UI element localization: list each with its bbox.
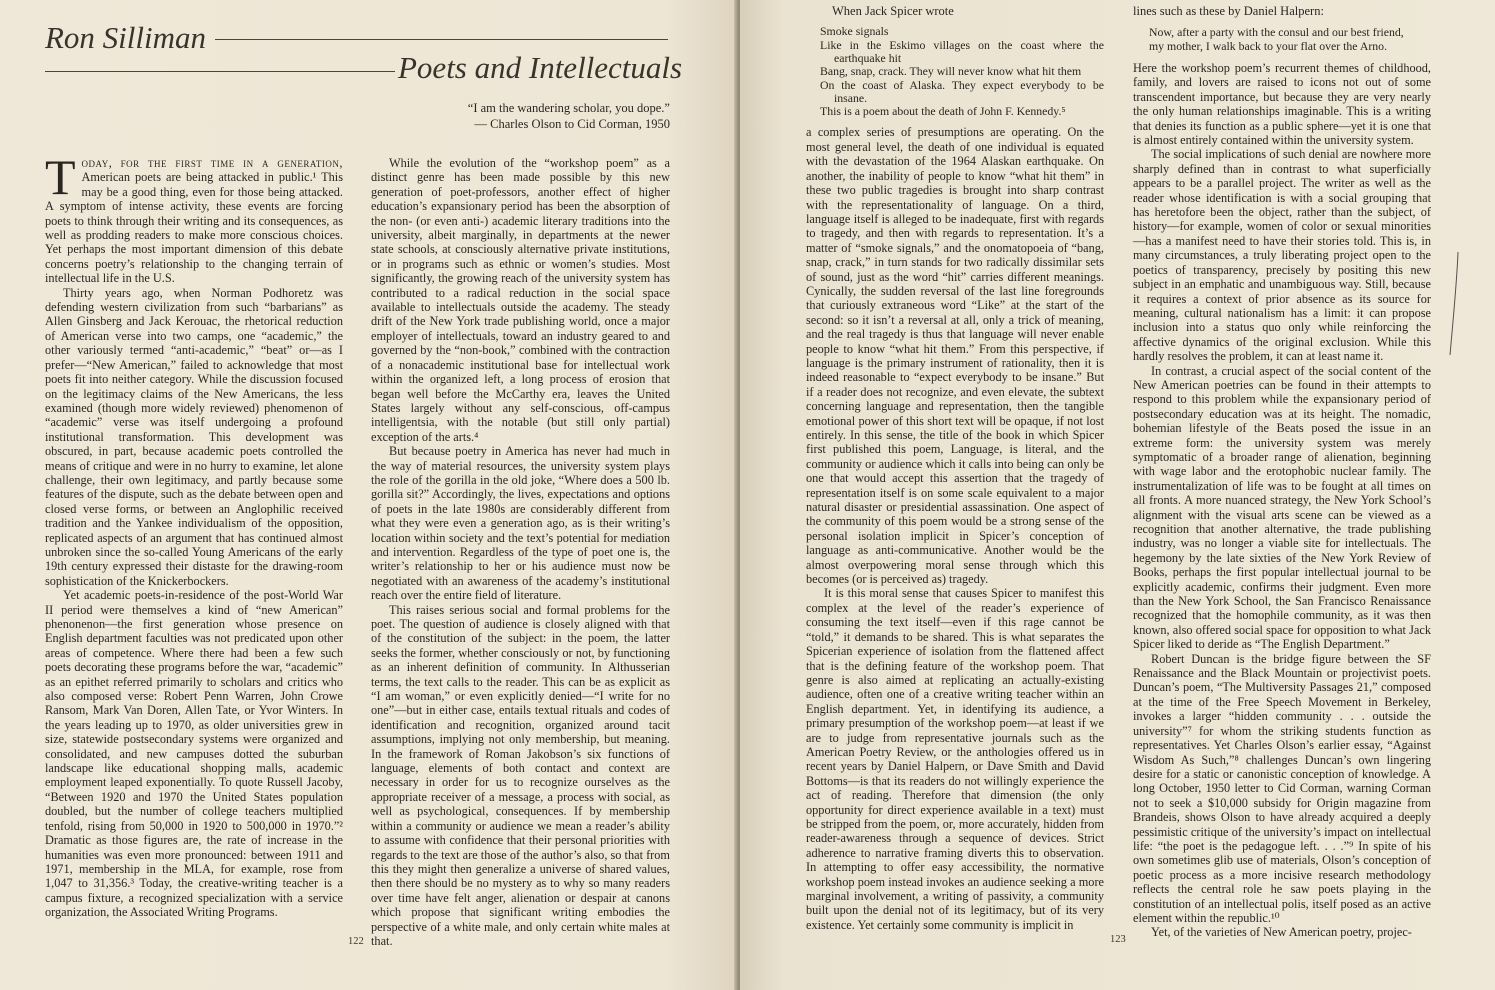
paragraph: While the evolution of the “workshop poem” as a distinct genre has been made possible by this new generation of poet-professors, another effect of higher education’s expansionary period has been the absorption of the non- (or even anti-) academic literary traditions into the university, albeit marginally, in departments at the newer state schools, at consciously alternative private institutions, or in programs such as ethnic or women’s studies. Most significantly, the growing reach of the university system has contributed to a radical reduction in the social space available to intellectuals outside the academy. The steady drift of the New York trade publishing world, once a major employer of intellectuals, toward an industry geared to and governed by the “non-book,” combined with the contraction of a nonacademic institutional base for intellectual work within the organized left, a long process of erosion that began well before the McCarthy era, leaves the United States largely without any self-conscious, off-campus intelligentsia, with the notable (but still only partial) exception of the arts.⁴ (371, 156, 670, 444)
paragraph: Robert Duncan is the bridge figure between the SF Renaissance and the Black Mountain or projectivist poets. Duncan’s poem, “The Multiversity Passages 21,” composed at the time of the Free Speech Movement in Berkeley, invokes a larger “hidden community . . . outside the university”⁷ for whom the striking students function as representatives. Yet Charles Olson’s earlier essay, “Against Wisdom As Such,”⁸ challenges Duncan’s own lingering desire for a static or canonistic conception of knowledge. A long October, 1950 letter to Cid Corman, warning Corman not to seek a $10,000 subsidy for Origin magazine from Brandeis, shows Olson to have already acquired a deeply pessimistic critique of the university’s impact on intellectual life: “the poet is the pedagogue left. . . .”⁹ In spite of his own sometimes glib use of materials, Olson’s conception of poetic process as a more incisive research methodology reflects the central role he saw poets playing in the constitution of an intellectual polis, itself posed as an active element within the republic.¹⁰ (1133, 651, 1431, 925)
page-number-left: 122 (348, 936, 364, 947)
paragraph: This raises serious social and formal problems for the poet. The question of audience is closely aligned with that of the constitution of the subject: in the poem, the latter seeks the former, whether consciously or not, by functioning as an inherent definition of community. In Althusserian terms, the text calls to the reader. This can be as explicit as “I am woman,” or even explicitly denied—“I write for no one”—but in either case, entails textual rituals and codes of identification and recognition, organized around tacit assumptions, implying not only membership, but meaning. In the framework of Roman Jakobson’s six functions of language, elements of both contact and context are necessary in order for us to recognize ourselves as the appropriate receiver of a message, a process with social, as well as psychological, consequences. If by membership within a community or audience we mean a reader’s ability to assume with confidence that their personal priorities with regards to the text are those of the author’s also, so that from this they might then generalize a universe of shared values, then there should be no mystery as to why so many readers over time have felt anger, alienation or despair at canons which propose that significant writing embodies the perspective of a white male, and only certain white males at that. (371, 602, 670, 948)
verse-intro: lines such as these by Daniel Halpern: (1133, 4, 1324, 18)
epigraph (430, 100, 670, 132)
paragraph: It is this moral sense that causes Spicer to manifest this complex at the level of the reader’s experience of consuming the text itself—even if this rage cannot be “told,” it demands to be shared. This is what separates the Spicerian experience of isolation from the flattened affect that is the defining feature of the workshop poem. That genre is also aimed at replicating an actually-existing audience, often one of a creative writing teacher within an English department. Yet, in identifying its audience, a primary presumption of the workshop poem—at least if we are to judge from representative journals such as the American Poetry Review, or the anthologies offered us in recent years by Daniel Halpern, or Dave Smith and David Bottoms—is that its readers do not willingly experience the act of reading. Therefore that dimension (the only opportunity for direct experience available in a text) must be stripped from the poem, or, more accurately, hidden from reader-awareness through a sequence of devices. Strict adherence to narrative framing diverts this to observation. In attempting to offer easy accessibility, the normative workshop poem instead invokes an audience seeking a more marginal involvement, a writing of passivity, a community built upon the denial not of its legitimacy, but of its very existence. Yet certainly some community is implicit in (806, 586, 1104, 932)
margin-pencil-mark (1446, 250, 1464, 360)
epigraph-quote: “I am the wandering scholar, you dope.” (467, 101, 670, 115)
right-page (740, 0, 1495, 990)
verse-line: Like in the Eskimo villages on the coast where the earthquake hit (820, 37, 1104, 65)
halpern-poem (1133, 26, 1431, 53)
verse-line: On the coast of Alaska. They expect everybody to be insane. (820, 77, 1104, 105)
verse-line: Bang, snap, crack. They will never know what hit them (820, 64, 1082, 79)
left-column-2 (371, 156, 670, 948)
paragraph: In contrast, a crucial aspect of the social content of the New American poetries can be found in their attempts to respond to this problem while the expansionary period of postsecondary education was at its height. The nomadic, bohemian lifestyle of the Beats posed the issue in an extreme form: the university system was merely symptomatic of a broader range of alienation, beginning with wage labor and the erotophobic nuclear family. The instrumentalization of life was to be fought at all times on all fronts. A more nuanced strategy, the New York School’s alignment with the visual arts scene can be viewed as a recognition that another alternative, the trade publishing industry, was no longer a viable site for intellectuals. The hegemony by the late sixties of the New York Review of Books, perhaps the first popular intellectual journal to be explicitly academic, confirms their judgment. Even more than the New York School, the San Francisco Renaissance recognized that the homophile community, as it was then known, also offered social space for opposition to what Jack Spicer liked to deride as “The English Department.” (1133, 363, 1431, 652)
paragraph: a complex series of presumptions are operating. On the most general level, the death of one individual is equated with the devastation of the 1964 Alaskan earthquake. On another, the inability of people to know “what hit them” in these two public tragedies is brought into sharp contrast with the representationality of language. On a third, language itself is alleged to be inadequate, first with regards to tragedy, and then with regards to representation. It’s a matter of “smoke signals,” and the onomatopoeia of “bang, snap, crack,” in turn stands for two radically dissimilar sets of sound, just as the word “hit” carries different meanings. Cynically, the sudden reversal of the last line foregrounds that curiously extraneous word “Like” at the start of the second: so it isn’t a reversal at all, only a trick of meaning, and the real tragedy is thus that language will never enable people to know “what hit them.” From this perspective, if language is the primary instrument of rationality, then it is indeed reasonable to “expect everybody to be insane.” But if a reader does not recognize, and even elevate, the subtext concerning language and representation, then the tangible emotional power of this short text will be opaque, if not lost entirely. In this sense, the title of the book in which Spicer first published this poem, Language, is literal, and the community or audience which it calls into being can only be one that would accept this assertion that the tragedy of representation itself is on some scale equivalent to a major natural disaster or presidential assassination. One aspect of the community of this poem would be a strong sense of the personal isolation implicit in Spicer’s conception of language as anti-communicative. Another would be the almost overpowering moral sense through which this becomes (or is perceived as) tragedy. (806, 125, 1104, 587)
epigraph-source: — Charles Olson to Cid Corman, 1950 (474, 117, 670, 131)
page-number-right: 123 (1110, 934, 1126, 945)
verse-line: Now, after a party with the consul and our best friend, (1149, 25, 1404, 40)
right-column-2 (1133, 4, 1431, 940)
header-rule-top (215, 39, 668, 40)
paragraph: Thirty years ago, when Norman Podhoretz was defending western civilization from such “barbarians” as Allen Ginsberg and Jack Kerouac, the rhetorical reduction of American verse into two camps, one “academic,” the other variously termed “anti-academic,” “beat” or—as I prefer—“New American,” failed to acknowledge that most poets fit into neither category. While the discussion focused on the legitimacy claims of the New Americans, the less examined (though more widely reviewed) phenomenon of “academic” verse was itself undergoing a profound institutional transformation. This development was obscured, in part, because academic poets controlled the means of critique and were in no hurry to examine, let alone challenge, their own legitimacy, and partly because some features of the dispute, such as the debate between open and closed verse forms, or between an Anglophilic received tradition and the Yankee individualism of the opposition, replicated aspects of an argument that has continued almost unbroken since the so-called Young Americans of the early 19th century expressed their distaste for the drawing-room sophistication of the Knickerbockers. (45, 285, 343, 588)
verse-line: my mother, I walk back to your flat over the Arno. (1149, 38, 1388, 53)
left-column-1 (45, 149, 343, 920)
header-rule-bottom (45, 71, 395, 72)
verse-line: Smoke signals (820, 24, 889, 39)
opening-small-caps: oday, for the first time in a generation, (81, 156, 343, 170)
verse-intro: When Jack Spicer wrote (832, 4, 954, 18)
paragraph: But because poetry in America has never had much in the way of material resources, the university system plays the role of the gorilla in the old joke, “Where does a 500 lb. gorilla sit?” Accordingly, the lives, expectations and options of poets in the late 1980s are considerably different from what they were even a generation ago, as is their writing’s location within society and the text’s potential for mediation and intervention. Regardless of the type of poet one is, the writer’s relationship to her or his audience must now be negotiated with an awareness of the academy’s institutional reach over the entire field of literature. (371, 444, 670, 603)
author-name: Ron Silliman (45, 20, 207, 55)
drop-cap: T (45, 149, 76, 205)
verse-line: This is a poem about the death of John F. Kennedy.⁵ (820, 104, 1066, 119)
paragraph: Yet academic poets-in-residence of the post-World War II period were themselves a kind of “new American” phenonenon—the first generation whose presence on English department faculties was not predicated upon other areas of competence. Where there had been a few such poets decorating these programs before the war, “academic” as an epithet referred primarily to scholars and critics who also composed verse: Robert Penn Warren, John Crowe Ransom, Mark Van Doren, Allen Tate, or Yvor Winters. In the years leading up to 1970, as older universities grew in size, statewide postsecondary systems were organized and consolidated, and new campuses dotted the suburban landscape like educational shopping malls, academic employment leaped exponentially. To quote Russell Jacoby, “Between 1920 and 1970 the United States population doubled, but the number of college teachers multiplied tenfold, rising from 50,000 in 1920 to 500,000 in 1970.”² Dramatic as those figures are, the rate of increase in the humanities was even more pronounced: between 1911 and 1971, membership in the MLA, for example, rose from 1,047 to 31,356.³ Today, the creative-writing teacher is a campus fixture, a recognized specialization with a service organization, the Associated Writing Programs. (45, 588, 343, 920)
paragraph: Yet, of the varieties of New American poetry, projec- (1151, 925, 1412, 940)
paragraph: Here the workshop poem’s recurrent themes of childhood, family, and lovers are raised to icons not out of some transcendent importance, but because they are very nearly the only human relationships imaginable. This is a writing that denies its function as a public sphere—yet it is one that is almost entirely contained within the university system. (1133, 61, 1431, 148)
paragraph: The social implications of such denial are nowhere more sharply defined than in contrast to what superficially appears to be a parallel project. The writer as well as the reader whose identification is with a social grouping that has heretofore been the object, rather than the subject, of history—for example, women of color or sexual minorities—has a manifest need to have their stories told. This is, in many circumstances, a truly liberating project open to the poetics of transparency, precisely by positing this new subject in an emphatic and unambiguous way. Still, because it requires a context of prior absence as its source for meaning, cultural nationalism has a limit: it can propose inclusion into a status quo only while reinforcing the affective dynamics of the original exclusion. While this hardly resolves the problem, it can at least name it. (1133, 147, 1431, 364)
paragraph: Today, for the first time in a generation, American poets are being attacked in public.¹ This may be a good thing, even for those being attacked. A symptom of intense activity, these events are forcing poets to think through their writing and its consequences, as well as prodding readers to make more conscious choices. Yet perhaps the most important dimension of this debate concerns poetry’s relationship to the changing terrain of intellectual life in the U.S. (45, 149, 343, 286)
left-page (0, 0, 738, 990)
right-column-1 (806, 4, 1104, 932)
article-title: Poets and Intellectuals (398, 50, 683, 85)
spicer-poem (806, 25, 1104, 118)
